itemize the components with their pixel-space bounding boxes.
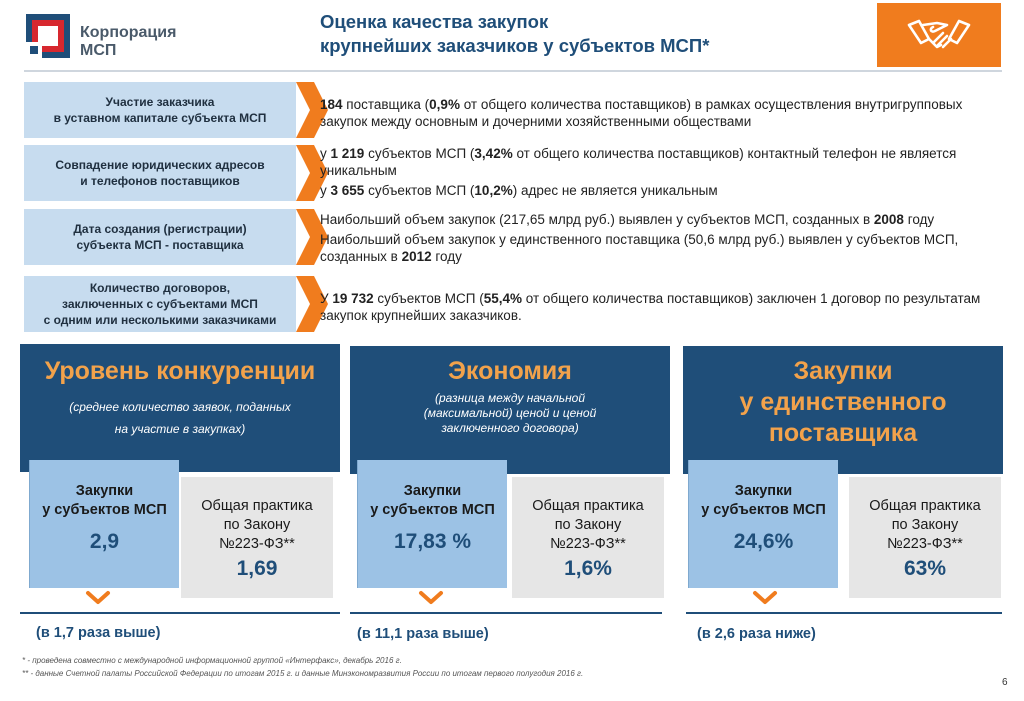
row-text-4 xyxy=(320,290,1000,324)
text-segment: году xyxy=(903,212,935,227)
header-divider xyxy=(24,70,1002,72)
panel-subtitle xyxy=(350,391,670,436)
law-223-label-line: Общая практика xyxy=(869,498,981,514)
panel-header-3 xyxy=(683,346,1003,474)
footnote-1: * - проведена совместно с международной информационной группой «Интерфакс», декабрь 2016 г. xyxy=(22,656,402,665)
text-segment: субъектов МСП ( xyxy=(364,183,475,198)
highlight-value: 10,2% xyxy=(474,183,513,198)
msp-purchases-label-line: Закупки xyxy=(403,483,462,499)
panel-subtitle xyxy=(20,396,340,440)
law-223-box xyxy=(512,477,664,598)
law-223-label-line: Общая практика xyxy=(532,498,644,514)
row-label-line: Количество договоров, xyxy=(89,281,231,295)
chevron-down-icon xyxy=(85,590,111,606)
msp-purchases-box xyxy=(29,460,179,588)
text-segment: от общего количества поставщиков) заключен 1 договор по результатам закупок крупнейших заказчиков. xyxy=(320,291,981,323)
corporation-logo-icon xyxy=(24,12,72,60)
panel-subtitle-line: заключенного договора) xyxy=(441,421,579,435)
panel-subtitle-line: на участие в закупках) xyxy=(114,422,246,436)
highlight-value: 2008 xyxy=(873,212,904,227)
row-label-line: Совпадение юридических адресов xyxy=(55,158,265,172)
law-223-label-line: по Закону xyxy=(891,517,959,533)
msp-purchases-label-line: у субъектов МСП xyxy=(370,502,495,518)
comparison-text: (в 11,1 раза выше) xyxy=(357,626,489,642)
row-label-line: заключенных с субъектами МСП xyxy=(62,297,258,311)
law-223-box xyxy=(181,477,333,598)
panel-title-line: у единственного xyxy=(739,388,947,416)
msp-purchases-label xyxy=(689,482,838,520)
msp-purchases-label xyxy=(358,482,507,520)
comparison-text: (в 2,6 раза ниже) xyxy=(697,626,816,642)
row-label-3 xyxy=(24,209,306,265)
panel-title-line: Уровень конкуренции xyxy=(44,357,316,385)
msp-purchases-label-line: у субъектов МСП xyxy=(42,502,167,518)
panel-header-1 xyxy=(20,344,340,472)
law-223-label xyxy=(849,497,1001,554)
law-223-label-line: по Закону xyxy=(554,517,622,533)
highlight-value: 184 xyxy=(320,97,343,112)
msp-purchases-value: 2,9 xyxy=(89,530,120,553)
highlight-value: 55,4% xyxy=(483,291,523,306)
law-223-value: 1,69 xyxy=(236,557,278,580)
row-label-1 xyxy=(24,82,306,138)
row-label-line: с одним или несколькими заказчиками xyxy=(43,313,277,327)
msp-purchases-label-line: Закупки xyxy=(734,483,793,499)
logo-line-1: Корпорация xyxy=(80,24,177,41)
panel-subtitle-line: (среднее количество заявок, поданных xyxy=(69,400,291,414)
logo-line-2: МСП xyxy=(80,42,117,59)
chevron-down-icon xyxy=(418,590,444,606)
row-text-paragraph xyxy=(320,96,1000,130)
highlight-value: 19 732 xyxy=(332,291,374,306)
msp-purchases-box xyxy=(357,460,507,588)
page-title xyxy=(320,10,709,58)
panel-title xyxy=(350,356,670,387)
row-label-box xyxy=(24,276,296,332)
panel-title-line: Экономия xyxy=(448,357,572,385)
highlight-value: 0,9% xyxy=(429,97,460,112)
panel-divider xyxy=(350,612,662,614)
msp-purchases-label xyxy=(30,482,179,520)
law-223-label xyxy=(512,497,664,554)
law-223-box xyxy=(849,477,1001,598)
handshake-badge xyxy=(877,3,1001,67)
row-label-box xyxy=(24,145,296,201)
page-title-line-2: крупнейших заказчиков у субъектов МСП* xyxy=(320,35,710,56)
company-logo xyxy=(24,10,284,58)
row-label-line: Участие заказчика xyxy=(105,95,215,109)
panel-title-line: поставщика xyxy=(768,419,918,447)
law-223-label xyxy=(181,497,333,554)
msp-purchases-value: 24,6% xyxy=(733,530,794,553)
law-223-label-line: по Закону xyxy=(223,517,291,533)
text-segment: поставщика ( xyxy=(342,97,430,112)
row-label-line: в уставном капитале субъекта МСП xyxy=(53,111,267,125)
text-segment: Наибольший объем закупок (217,65 млрд руб.) выявлен у субъектов МСП, созданных в xyxy=(320,212,874,227)
row-text-paragraph xyxy=(320,211,1000,228)
panel-subtitle-line: (разница между начальной xyxy=(434,391,586,405)
text-segment: году xyxy=(431,249,462,264)
text-segment: У xyxy=(320,291,333,306)
row-label-line: и телефонов поставщиков xyxy=(80,174,240,188)
highlight-value: 3 655 xyxy=(330,183,365,198)
comparison-text: (в 1,7 раза выше) xyxy=(36,625,161,641)
handshake-icon xyxy=(907,15,971,55)
highlight-value: 2012 xyxy=(401,249,432,264)
row-label-line: субъекта МСП - поставщика xyxy=(76,238,244,252)
text-segment: у xyxy=(320,183,331,198)
row-label-4 xyxy=(24,276,306,332)
chevron-down-icon xyxy=(752,590,778,606)
row-label-line: Дата создания (регистрации) xyxy=(73,222,247,236)
text-segment: Наибольший объем закупок у единственного поставщика (50,6 млрд руб.) выявлен у субъектов МСП, созданных в xyxy=(320,232,959,264)
row-text-paragraph xyxy=(320,145,1000,179)
row-text-paragraph xyxy=(320,182,1000,199)
law-223-label-line: №223-ФЗ** xyxy=(887,536,963,552)
row-label-box xyxy=(24,209,296,265)
law-223-label-line: Общая практика xyxy=(201,498,313,514)
row-text-3 xyxy=(320,211,1000,265)
msp-purchases-value: 17,83 % xyxy=(393,530,472,553)
row-text-paragraph xyxy=(320,231,1000,265)
panel-divider xyxy=(686,612,1002,614)
row-text-paragraph xyxy=(320,290,1000,324)
panel-subtitle-line: (максимальной) ценой и ценой xyxy=(423,406,597,420)
panel-title-line: Закупки xyxy=(793,357,893,385)
msp-purchases-label-line: у субъектов МСП xyxy=(701,502,826,518)
msp-purchases-box xyxy=(688,460,838,588)
msp-purchases-label-line: Закупки xyxy=(75,483,134,499)
page-number: 6 xyxy=(1002,677,1008,688)
highlight-value: 3,42% xyxy=(474,146,513,161)
footnote-2: ** - данные Счетной палаты Российской Федерации по итогам 2015 г. и данные Минэкономразвития России по итогам первого полугодия 2016 г. xyxy=(22,669,584,678)
panel-divider xyxy=(20,612,340,614)
row-text-2 xyxy=(320,145,1000,199)
highlight-value: 1 219 xyxy=(330,146,365,161)
text-segment: ) адрес не является уникальным xyxy=(512,183,718,198)
row-label-2 xyxy=(24,145,306,201)
law-223-value: 1,6% xyxy=(564,557,612,580)
panel-header-2 xyxy=(350,346,670,474)
page-title-line-1: Оценка качества закупок xyxy=(320,11,549,32)
row-text-1 xyxy=(320,96,1000,130)
panel-title xyxy=(20,356,340,387)
text-segment: от общего количества поставщиков) контактный телефон не является уникальным xyxy=(320,146,957,178)
footnotes xyxy=(22,654,583,680)
text-segment: у xyxy=(320,146,331,161)
law-223-value: 63% xyxy=(903,557,947,580)
row-label-box xyxy=(24,82,296,138)
logo-text xyxy=(80,24,176,60)
law-223-label-line: №223-ФЗ** xyxy=(550,536,626,552)
text-segment: от общего количества поставщиков) в рамках осуществления внутригрупповых закупок между основным и дочерними хозяйственными обществами xyxy=(320,97,963,129)
text-segment: субъектов МСП ( xyxy=(373,291,484,306)
text-segment: субъектов МСП ( xyxy=(364,146,475,161)
panel-title xyxy=(683,356,1003,449)
law-223-label-line: №223-ФЗ** xyxy=(219,536,295,552)
